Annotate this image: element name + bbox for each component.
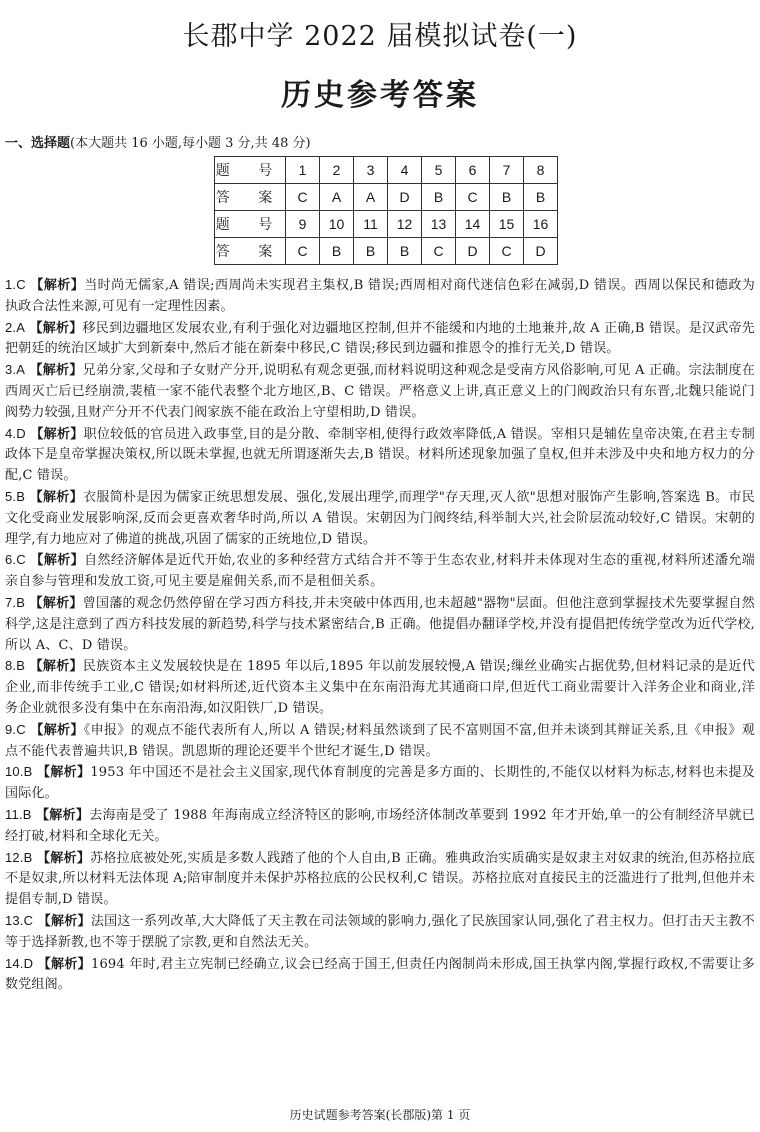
table-cell: B bbox=[524, 184, 558, 211]
item-number: 4.D bbox=[5, 425, 26, 441]
item-number: 10.B bbox=[5, 764, 33, 780]
analysis-tag: 【解析】 bbox=[37, 765, 91, 781]
table-cell: 15 bbox=[490, 211, 524, 238]
table-cell: 8 bbox=[524, 157, 558, 184]
section-heading-label: 一、选择题 bbox=[5, 136, 71, 151]
list-item bbox=[5, 487, 755, 550]
page-footer: 历史试题参考答案(长郡版)第 1 页 bbox=[289, 1108, 471, 1122]
item-text: 衣服简朴是因为儒家正统思想发展、强化,发展出理学,而理学"存天理,灭人欲"思想对服饰产生影响,答案选 B。市民文化受商业发展影响深,反而会更喜欢奢华时尚,所以 A 错误。宋朝因为门阀终结,科举制大兴,社会阶层流动较好,C 错误。宋朝的理学,有力地应对了佛道的挑战,巩固了儒家的正统地位,D 错误。 bbox=[5, 489, 755, 547]
table-cell: B bbox=[422, 184, 456, 211]
row-label: 题 号 bbox=[215, 157, 286, 184]
item-number: 12.B bbox=[5, 849, 33, 865]
exam-title: 长郡中学 2022 届模拟试卷(一) bbox=[182, 21, 578, 52]
analysis-tag: 【解析】 bbox=[37, 956, 91, 972]
item-number: 5.B bbox=[5, 488, 26, 504]
item-text: 《申报》的观点不能代表所有人,所以 A 错误;材料虽然谈到了民不富则国不富,但并未谈到其辩证关系,且《申报》观点不能代表普遍共识,B 错误。凯恩斯的理论还要半个世纪才诞生,D 错误。 bbox=[5, 722, 755, 759]
item-text: 民族资本主义发展较快是在 1895 年以后,1895 年以前发展较慢,A 错误;缫丝业确实占据优势,但材料记录的是近代企业,而非传统手工业,C 错误;如材料所述,近代资本主义集中在东南沿海尤其通商口岸,但近代工商业需要计入洋务企业和商业,洋务企业就很多没有集中在东南沿海,如汉阳铁厂,D 错误。 bbox=[5, 659, 755, 716]
table-cell: 1 bbox=[286, 157, 320, 184]
row-label: 题 号 bbox=[215, 211, 286, 238]
table-cell: B bbox=[354, 238, 388, 265]
row-label: 答 案 bbox=[215, 238, 286, 265]
table-cell: B bbox=[388, 238, 422, 265]
analysis-tag: 【解析】 bbox=[29, 659, 83, 675]
analysis-tag: 【解析】 bbox=[37, 913, 91, 929]
item-text: 兄弟分家,父母和子女财产分开,说明私有观念更强,而材料说明这种观念是受南方风俗影响,可见 A 正确。宗法制度在西周灭亡后已经崩溃,裴植一家不能代表整个北方地区,B、C 错误。严格意义上讲,真正意义上的门阀政治只有东晋,北魏只能说门阀势力较强,且财产分开不代表门阀家族不能在政治上守望相助,D 错误。 bbox=[5, 363, 755, 420]
item-text: 法国这一系列改革,大大降低了天主教在司法领域的影响力,强化了民族国家认同,强化了君主权力。但打击天主教不等于选择新教,也不等于摆脱了宗教,更和自然法无关。 bbox=[5, 913, 755, 950]
answer-title: 历史参考答案 bbox=[281, 78, 479, 113]
list-item bbox=[5, 805, 755, 848]
list-item bbox=[5, 911, 755, 954]
item-number: 8.B bbox=[5, 658, 26, 674]
table-cell: 9 bbox=[286, 211, 320, 238]
list-item bbox=[5, 424, 755, 487]
table-cell: 2 bbox=[320, 157, 354, 184]
table-cell: 11 bbox=[354, 211, 388, 238]
table-cell: C bbox=[286, 238, 320, 265]
table-cell: C bbox=[456, 184, 490, 211]
table-cell: 14 bbox=[456, 211, 490, 238]
analysis-tag: 【解析】 bbox=[29, 489, 83, 505]
list-item bbox=[5, 318, 755, 361]
item-text: 1694 年时,君主立宪制已经确立,议会已经高于国王,但责任内阁制尚未形成,国王执掌内阁,掌握行政权,不需要让多数党组阁。 bbox=[5, 956, 755, 993]
table-cell: 10 bbox=[320, 211, 354, 238]
table-cell: 16 bbox=[524, 211, 558, 238]
list-item bbox=[5, 550, 755, 593]
table-cell: 5 bbox=[422, 157, 456, 184]
table-cell: D bbox=[456, 238, 490, 265]
table-cell: 7 bbox=[490, 157, 524, 184]
list-item bbox=[5, 848, 755, 911]
table-cell: C bbox=[286, 184, 320, 211]
table-cell: 4 bbox=[388, 157, 422, 184]
item-number: 14.D bbox=[5, 955, 34, 971]
analysis-tag: 【解析】 bbox=[29, 320, 83, 336]
analysis-tag: 【解析】 bbox=[30, 426, 84, 442]
analysis-tag: 【解析】 bbox=[36, 807, 90, 823]
item-number: 13.C bbox=[5, 912, 34, 928]
list-item bbox=[5, 360, 755, 423]
item-number: 2.A bbox=[5, 319, 26, 335]
analysis-tag: 【解析】 bbox=[36, 850, 91, 866]
analysis-tag: 【解析】 bbox=[30, 553, 85, 569]
item-number: 9.C bbox=[5, 721, 26, 737]
table-cell: 12 bbox=[388, 211, 422, 238]
item-text: 苏格拉底被处死,实质是多数人践踏了他的个人自由,B 正确。雅典政治实质确实是奴隶主对奴隶的统治,但苏格拉底不是奴隶,所以材料无法体现 A;陪审制度并未保护苏格拉底的公民权利,C 错误。苏格拉底对直接民主的泛滥进行了批判,但他并未提倡专制,D 错误。 bbox=[5, 850, 755, 908]
item-text: 移民到边疆地区发展农业,有利于强化对边疆地区控制,但并不能缓和内地的土地兼并,故 A 正确,B 错误。是汉武帝先把朝廷的统治区域扩大到新秦中,然后才能在新秦中移民,C 错误;移民到边疆和推恩令的推行无关,D 错误。 bbox=[5, 320, 755, 357]
item-text: 自然经济解体是近代开始,农业的多种经营方式结合并不等于生态农业,材料并未体现对生态的重视,材料所述潘允端亲自参与管理和发放工资,可见主要是雇佣关系,而不是租佃关系。 bbox=[5, 553, 755, 590]
item-number: 3.A bbox=[5, 362, 26, 378]
row-label: 答 案 bbox=[215, 184, 286, 211]
analysis-tag: 【解析】 bbox=[30, 722, 84, 738]
table-cell: B bbox=[490, 184, 524, 211]
item-number: 7.B bbox=[5, 594, 26, 610]
list-item bbox=[5, 720, 755, 763]
list-item bbox=[5, 275, 755, 318]
table-cell: A bbox=[354, 184, 388, 211]
table-cell: C bbox=[490, 238, 524, 265]
item-text: 去海南是受了 1988 年海南成立经济特区的影响,市场经济体制改革要到 1992 年才开始,单一的公有制经济早就已经打破,材料和全球化无关。 bbox=[5, 807, 755, 844]
item-text: 职位较低的官员进入政事堂,目的是分散、牵制宰相,使得行政效率降低,A 错误。宰相只是辅佐皇帝决策,在君主专制政体下是皇帝掌握决策权,所以既未掌握,也就无所谓逐渐失去,B 错误。材料所述现象加强了皇权,但并未涉及中央和地方权力的分配,C 错误。 bbox=[5, 426, 755, 484]
item-text: 当时尚无儒家,A 错误;西周尚未实现君主集权,B 错误;西周相对商代迷信色彩在减弱,D 错误。西周以保民和德政为执政合法性来源,可见有一定理性因素。 bbox=[5, 278, 755, 314]
item-text: 曾国藩的观念仍然停留在学习西方科技,并未突破中体西用,也未超越"器物"层面。但他注意到掌握技术先要掌握自然科学,这是注意到了西方科技发展的新趋势,科学与技术紧密结合,B 正确。他提倡办翻译学校,并没有提倡把传统学堂改为近代学校,所以 A、C、D 错误。 bbox=[5, 595, 755, 653]
list-item bbox=[5, 656, 755, 719]
analysis-tag: 【解析】 bbox=[29, 363, 83, 379]
section-heading-note: (本大题共 16 小题,每小题 3 分,共 48 分) bbox=[70, 136, 311, 151]
table-row bbox=[215, 157, 558, 184]
item-number: 11.B bbox=[5, 806, 32, 822]
table-cell: B bbox=[320, 238, 354, 265]
list-item bbox=[5, 954, 755, 997]
answer-table bbox=[214, 156, 558, 265]
table-row bbox=[215, 238, 558, 265]
table-row bbox=[215, 184, 558, 211]
table-cell: D bbox=[388, 184, 422, 211]
table-cell: 13 bbox=[422, 211, 456, 238]
table-cell: 6 bbox=[456, 157, 490, 184]
item-number: 1.C bbox=[5, 277, 26, 292]
table-cell: A bbox=[320, 184, 354, 211]
analysis-tag: 【解析】 bbox=[30, 278, 85, 293]
list-item bbox=[5, 762, 755, 805]
answer-explanations bbox=[5, 275, 755, 996]
list-item bbox=[5, 593, 755, 656]
analysis-tag: 【解析】 bbox=[29, 595, 83, 611]
item-text: 1953 年中国还不是社会主义国家,现代体育制度的完善是多方面的、长期性的,不能仅以材料为标志,材料也未提及国际化。 bbox=[5, 765, 755, 802]
table-cell: 3 bbox=[354, 157, 388, 184]
section-heading bbox=[5, 132, 311, 151]
table-cell: D bbox=[524, 238, 558, 265]
item-number: 6.C bbox=[5, 552, 26, 568]
table-cell: C bbox=[422, 238, 456, 265]
table-row bbox=[215, 211, 558, 238]
